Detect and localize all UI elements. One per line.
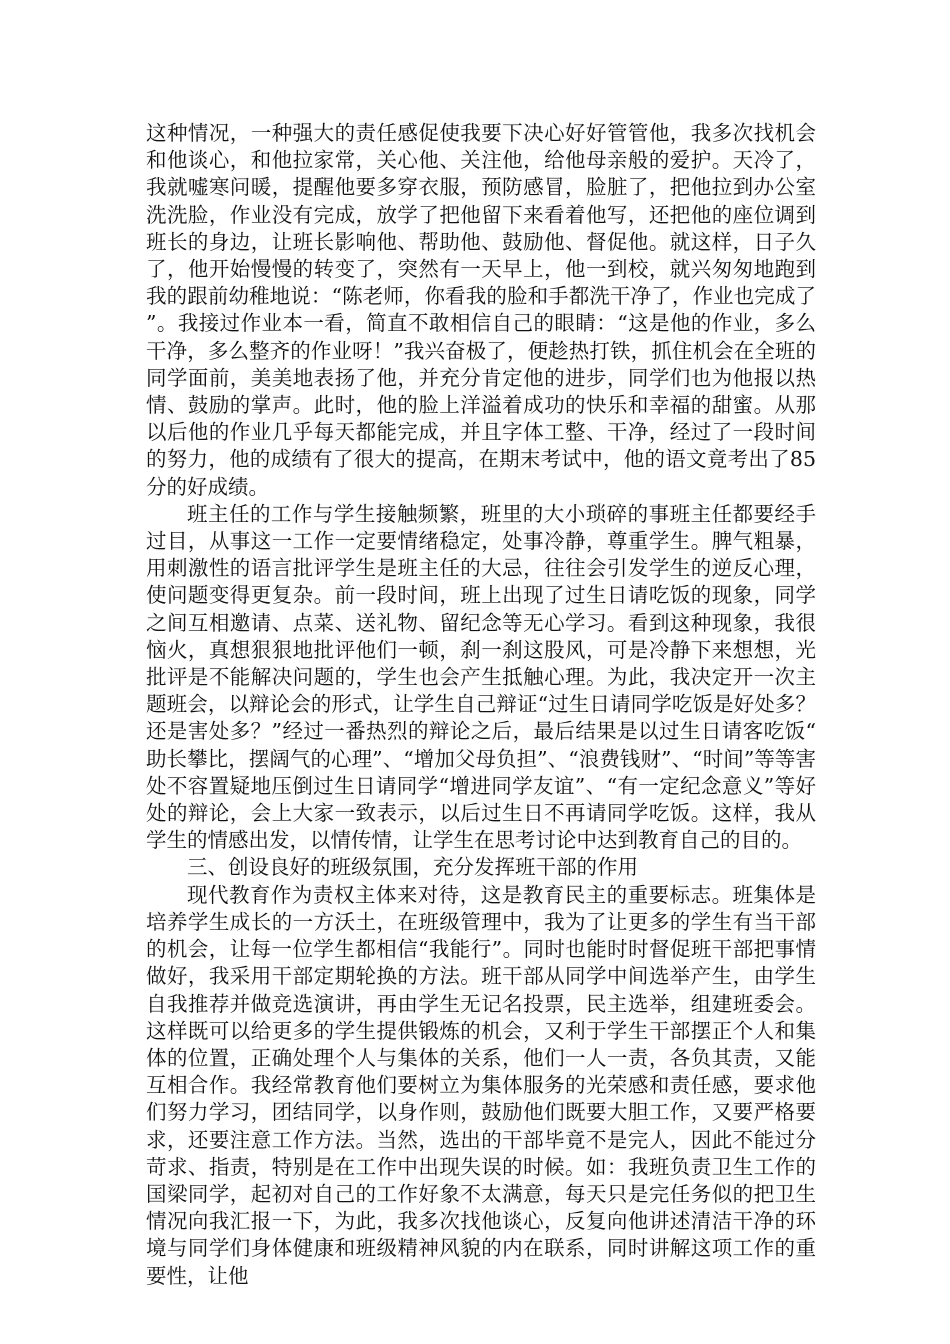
paragraph-3: 现代教育作为责权主体来对待，这是教育民主的重要标志。班集体是培养学生成长的一方沃土，在班级管理中，我为了让更多的学生有当干部的机会，让每一位学生都相信“我能行”。同时也能时时督促班干部把事情做好，我采用干部定期轮换的方法。班干部从同学中间选举产生，由学生自我推荐并做竞选演讲，再由学生无记名投票，民主选举，组建班委会。这样既可以给更多的学生提供锻炼的机会，又利于学生干部摆正个人和集体的位置，正确处理个人与集体的关系，他们一人一责，各负其责，又能互相合作。我经常教育他们要树立为集体服务的光荣感和责任感，要求他们努力学习，团结同学，以身作则，鼓励他们既要大胆工作，又要严格要求，还要注意工作方法。当然，选出的干部毕竟不是完人，因此不能过分苛求、指责，特别是在工作中出现失误的时候。如：我班负责卫生工作的国梁同学，起初对自己的工作好象不太满意，每天只是完任务似的把卫生情况向我汇报一下，为此，我多次找他谈心，反复向他讲述清洁干净的环境与同学们身体健康和班级精神风貌的内在联系，同时讲解这项工作的重要性，让他 <box>146 882 816 1288</box>
paragraph-1: 这种情况，一种强大的责任感促使我要下决心好好管管他，我多次找机会和他谈心，和他拉家常，关心他、关注他，给他母亲般的爱护。天冷了，我就嘘寒问暖，提醒他要多穿衣服，预防感冒，脸脏了，把他拉到办公室洗洗脸，作业没有完成，放学了把他留下来看着他写，还把他的座位调到班长的身边，让班长影响他、帮助他、鼓励他、督促他。就这样，日子久了，他开始慢慢的转变了，突然有一天早上，他一到校，就兴匆匆地跑到我的跟前幼稚地说：“陈老师，你看我的脸和手都洗干净了，作业也完成了”。我接过作业本一看，简直不敢相信自己的眼睛：“这是他的作业，多么干净，多么整齐的作业呀！”我兴奋极了，便趁热打铁，抓住机会在全班的同学面前，美美地表扬了他，并充分肯定他的进步，同学们也为他报以热情、鼓励的掌声。此时，他的脸上洋溢着成功的快乐和幸福的甜蜜。从那以后他的作业几乎每天都能完成，并且字体工整、干净，经过了一段时间的努力，他的成绩有了很大的提高，在期末考试中，他的语文竟考出了85分的好成绩。 <box>146 121 816 499</box>
paragraph-2: 班主任的工作与学生接触频繁，班里的大小琐碎的事班主任都要经手过目，从事这一工作一定要情绪稳定，处事冷静，尊重学生。脾气粗暴，用刺激性的语言批评学生是班主任的大忌，往往会引发学生的逆反心理，使问题变得更复杂。前一段时间，班上出现了过生日请吃饭的现象，同学之间互相邀请、点菜、送礼物、留纪念等无心学习。看到这种现象，我很恼火，真想狠狠地批评他们一顿，刹一刹这股风，可是冷静下来想想，光批评是不能解决问题的，学生也会产生抵触心理。为此，我决定开一次主题班会，以辩论会的形式，让学生自己辩证“过生日请同学吃饭是好处多？还是害处多？”经过一番热烈的辩论之后，最后结果是以过生日请客吃饭“助长攀比，摆阔气的心理”、“增加父母负担”、“浪费钱财”、“时间”等等害处不容置疑地压倒过生日请同学“增进同学友谊”、“有一定纪念意义”等好处的辩论，会上大家一致表示，以后过生日不再请同学吃饭。这样，我从学生的情感出发，以情传情，让学生在思考讨论中达到教育自己的目的。 <box>146 501 816 853</box>
section-heading: 三、创设良好的班级氛围，充分发挥班干部的作用 <box>187 855 638 880</box>
document-body <box>146 120 816 1290</box>
